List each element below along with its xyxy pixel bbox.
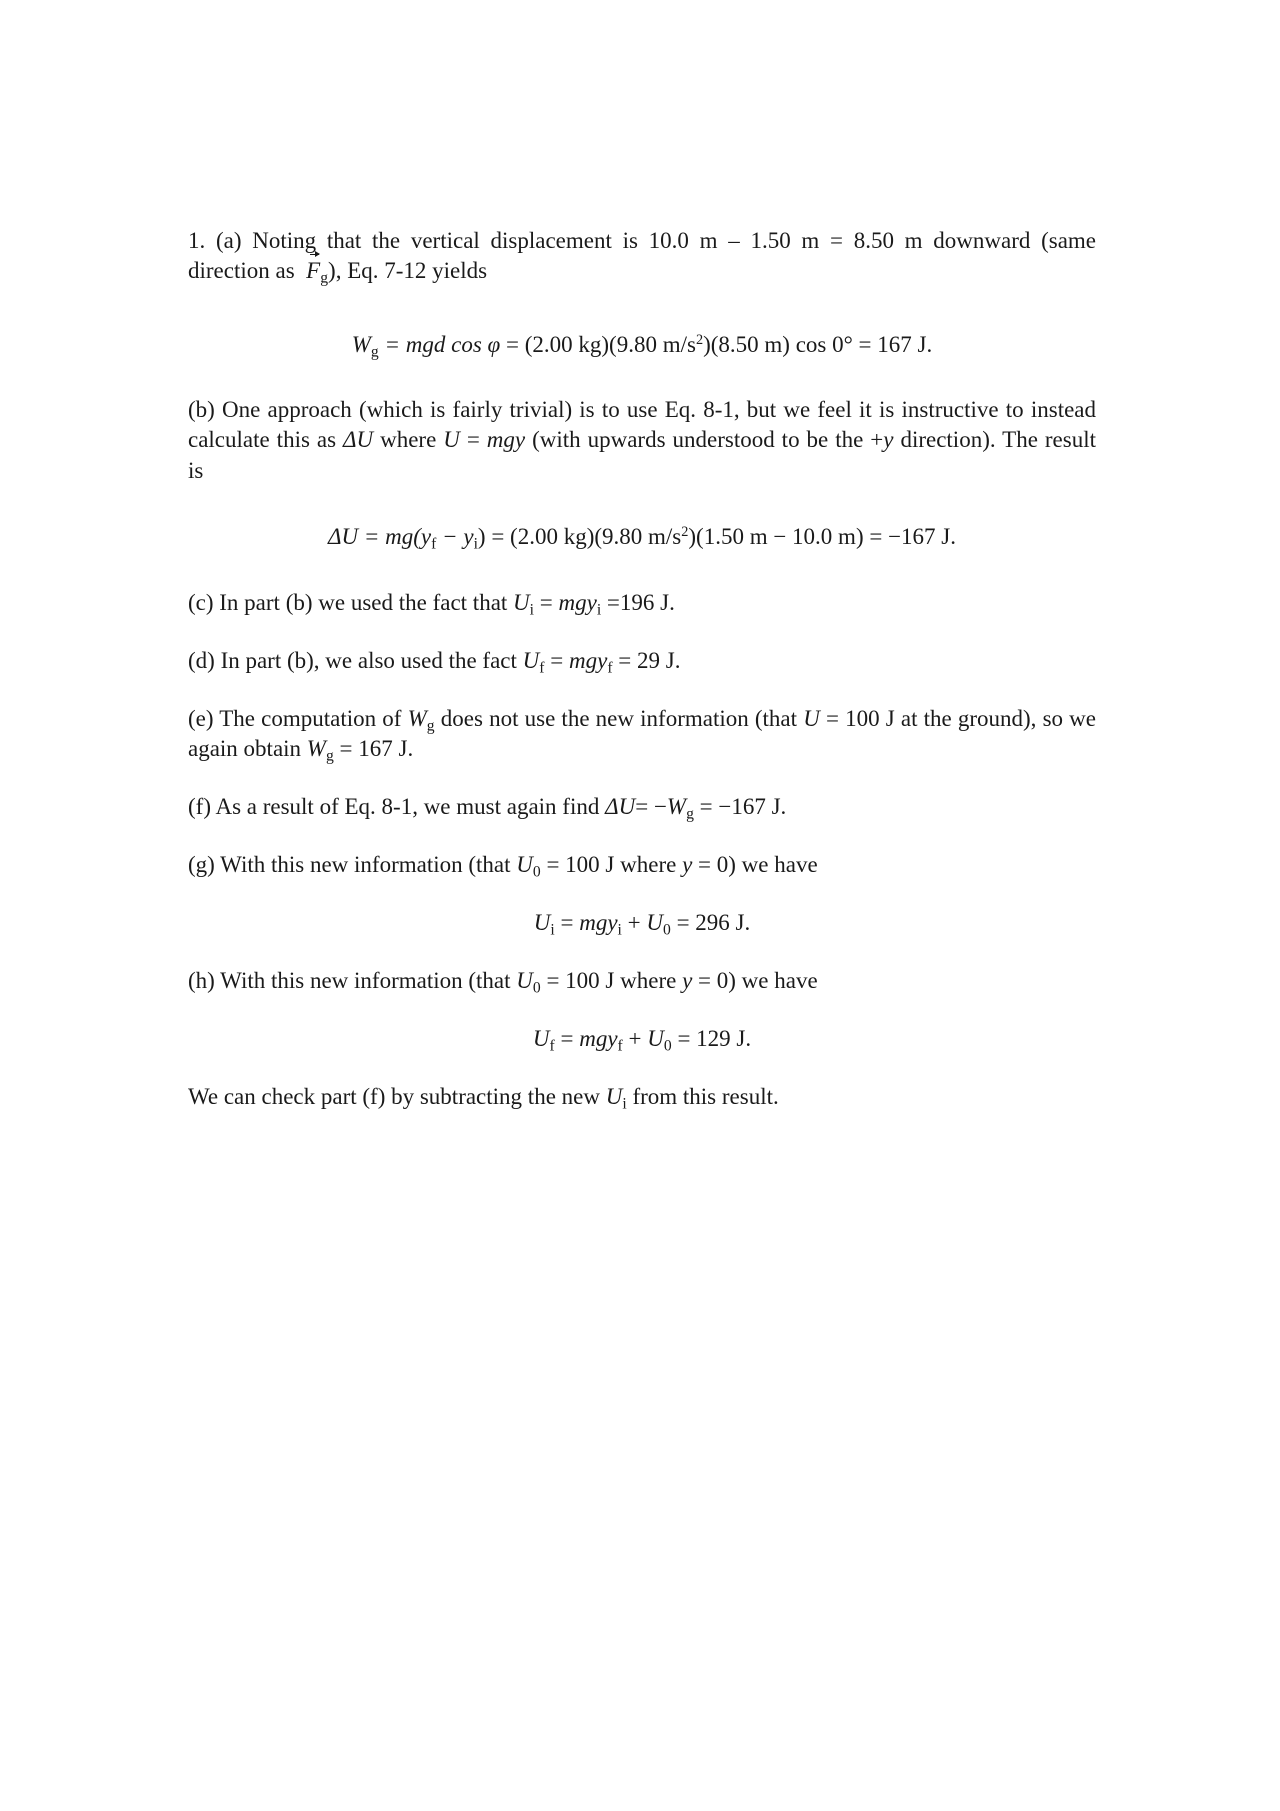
part-b-paragraph — [188, 395, 1096, 486]
part-h-paragraph — [188, 966, 1096, 996]
part-b-u-symbol: U — [443, 427, 460, 453]
part-e-text-3: = 100 J at the ground), so we again obtain — [188, 706, 1097, 762]
part-c-mgy: mgy — [558, 590, 597, 615]
part-f-delta-u: ΔU — [605, 794, 636, 819]
part-b-text-4: (with upwards understood to be the + — [532, 427, 884, 453]
eq-g-u0-sub: 0 — [663, 921, 671, 939]
part-e-paragraph — [188, 704, 1096, 765]
part-a-text-2: ), Eq. 7-12 yields — [328, 258, 488, 284]
part-a-label: (a) — [215, 228, 242, 253]
eq-h-value: = 129 J. — [677, 1026, 752, 1051]
eq-h-mgy-sub: f — [617, 1037, 623, 1055]
eq-g-value: = 296 J. — [676, 910, 751, 935]
eq-b-rhs-sup: 2 — [681, 524, 689, 541]
eq-h-u: U — [532, 1026, 550, 1051]
part-g-paragraph — [188, 850, 1096, 880]
part-e-w2-sub: g — [325, 748, 334, 766]
part-b-mgy: mgy — [486, 427, 526, 453]
eq-b-sub-f: f — [431, 535, 437, 553]
part-c-u: U — [513, 590, 530, 615]
eq-h-mid: = — [560, 1026, 574, 1051]
part-b-text-5: direction). The result is — [188, 427, 1096, 483]
closing-u-sub: i — [622, 1095, 627, 1113]
force-vector-symbol: F — [306, 256, 320, 286]
part-h-text-2: = 100 J where — [546, 968, 677, 993]
part-g-equation — [188, 908, 1096, 938]
eq-g-u-sub: i — [550, 921, 555, 939]
part-e-w-sub: g — [426, 717, 435, 735]
part-e-w: W — [407, 706, 427, 731]
eq-a-lhs-sub: g — [370, 343, 379, 361]
part-g-u0-sub: 0 — [532, 863, 541, 881]
part-e-text-2: does not use the new information (that — [440, 706, 798, 731]
part-e-text-1: (e) The computation of — [188, 706, 402, 731]
eq-g-u0: U — [646, 910, 663, 935]
eq-a-lhs: W — [351, 332, 371, 357]
problem-number: 1. — [188, 228, 206, 253]
part-f-eq: = − — [635, 794, 667, 819]
part-b-y-symbol: y — [883, 427, 894, 453]
part-b-delta-u: ΔU — [343, 427, 374, 453]
eq-b-part1: = mg(y — [363, 524, 432, 549]
eq-b-rhs-2: )(1.50 m − 10.0 m) = −167 J. — [688, 524, 956, 549]
part-d-mgy-sub: f — [607, 659, 613, 677]
eq-a-mid: = mgd cos — [384, 332, 482, 357]
part-g-u0: U — [516, 852, 533, 877]
force-vector-subscript: g — [320, 270, 329, 288]
eq-a-rhs-2: )(8.50 m) cos 0° = 167 J. — [703, 332, 933, 357]
part-f-w: W — [666, 794, 687, 819]
part-d-mgy: mgy — [568, 648, 608, 673]
part-c-text-1: (c) In part (b) we used the fact that — [188, 590, 508, 615]
eq-g-u: U — [533, 910, 551, 935]
part-g-text-3: = 0) we have — [698, 852, 818, 877]
part-h-u0-sub: 0 — [532, 979, 541, 997]
eq-b-lhs: ΔU — [328, 524, 359, 549]
closing-text-1: We can check part (f) by subtracting the new — [188, 1084, 600, 1109]
part-d-paragraph — [188, 646, 1096, 676]
part-d-eq: = — [550, 648, 564, 673]
part-e-w2: W — [306, 736, 326, 762]
closing-paragraph — [188, 1082, 1096, 1112]
part-g-text-2: = 100 J where — [546, 852, 677, 877]
part-a-paragraph — [188, 226, 1096, 287]
part-b-text-1: (b) One approach (which is fairly trivial) is to use Eq. 8-1, but we feel it is instructive to instead calculate this as — [188, 397, 1096, 453]
eq-a-phi: φ — [487, 332, 501, 357]
part-h-y: y — [682, 968, 693, 993]
eq-h-u-sub: f — [549, 1037, 555, 1055]
part-c-eq: = — [539, 590, 553, 615]
part-b-equation — [188, 522, 1096, 552]
part-h-text-3: = 0) we have — [698, 968, 818, 993]
part-f-w-sub: g — [686, 805, 694, 823]
closing-u: U — [605, 1084, 623, 1109]
part-h-text-1: (h) With this new information (that — [188, 968, 511, 993]
part-g-y: y — [682, 852, 693, 877]
closing-text-2: from this result. — [632, 1084, 779, 1109]
part-d-u-sub: f — [539, 659, 545, 677]
part-h-u0: U — [516, 968, 533, 993]
eq-h-u0-sub: 0 — [663, 1037, 672, 1055]
eq-g-mid: = — [560, 910, 574, 935]
part-c-paragraph — [188, 588, 1096, 618]
part-f-text-1: (f) As a result of Eq. 8-1, we must again find — [188, 794, 600, 819]
part-f-paragraph — [188, 792, 1096, 822]
part-g-text-1: (g) With this new information (that — [188, 852, 511, 877]
part-d-value: = 29 J. — [618, 648, 681, 673]
eq-a-rhs-1: = (2.00 kg)(9.80 m/s — [506, 332, 696, 357]
eq-h-mgy: mgy — [579, 1026, 618, 1051]
eq-g-mgy-sub: i — [617, 921, 622, 939]
eq-b-sub-i: i — [473, 535, 478, 553]
eq-b-minus: − y — [436, 524, 474, 549]
eq-g-plus: + — [627, 910, 641, 935]
part-b-text-2: where — [380, 427, 437, 453]
part-d-u: U — [522, 648, 540, 673]
part-c-mgy-sub: i — [596, 601, 602, 619]
part-b-text-3: = — [466, 427, 480, 453]
part-e-u: U — [803, 706, 820, 731]
part-a-text-1: Noting that the vertical displacement is 10.0 m – 1.50 m = 8.50 m downward (same direction as — [188, 228, 1097, 284]
part-f-value: = −167 J. — [699, 794, 787, 819]
eq-h-plus: + — [628, 1026, 642, 1051]
part-h-equation — [188, 1024, 1096, 1054]
part-c-u-sub: i — [529, 601, 535, 619]
eq-g-mgy: mgy — [579, 910, 618, 935]
part-c-value: =196 J. — [606, 590, 675, 615]
part-d-text-1: (d) In part (b), we also used the fact — [188, 648, 517, 673]
eq-b-rhs-1: ) = (2.00 kg)(9.80 m/s — [477, 524, 682, 549]
part-e-value: = 167 J. — [339, 736, 414, 762]
part-a-equation — [188, 330, 1096, 360]
eq-h-u0: U — [647, 1026, 664, 1051]
eq-a-rhs-sup: 2 — [695, 332, 704, 349]
